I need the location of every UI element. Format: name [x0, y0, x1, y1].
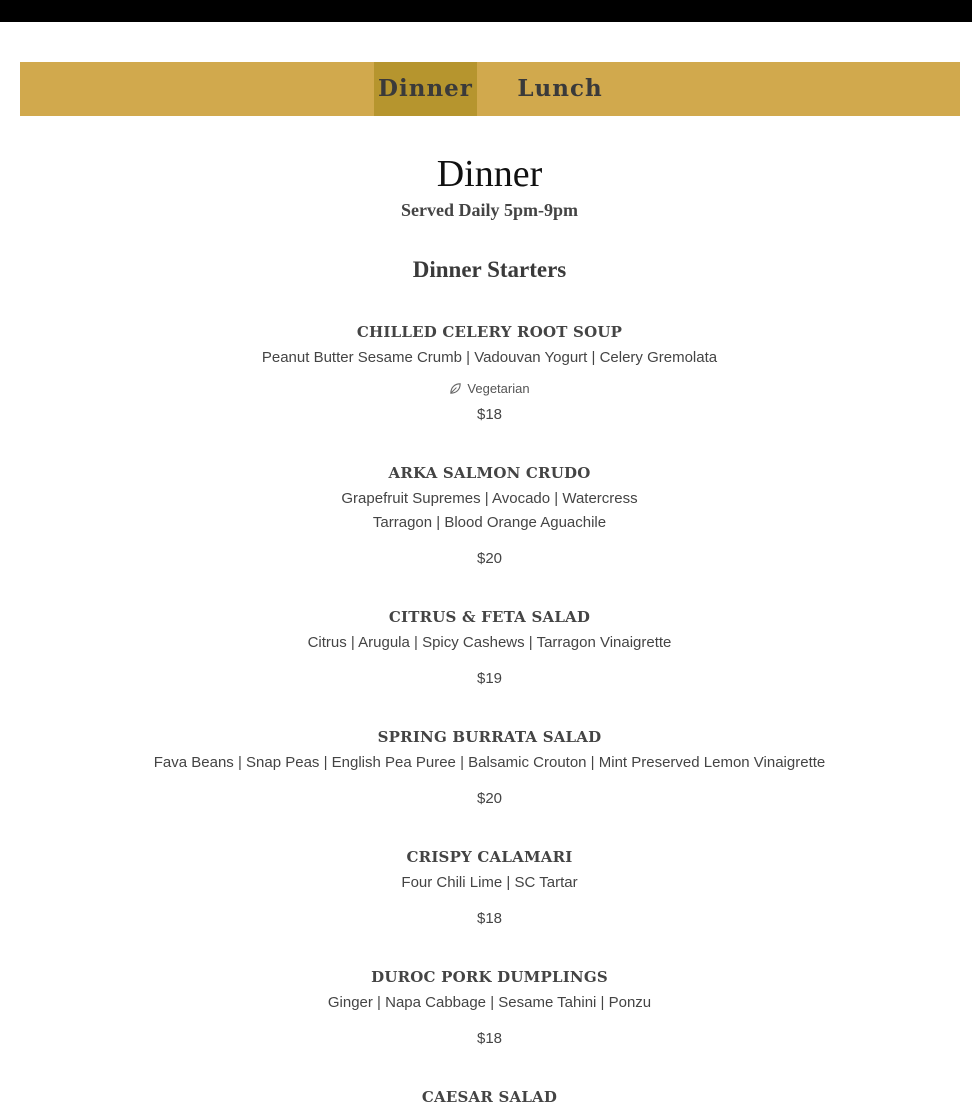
menu-item-description: Tarragon | Blood Orange Aguachile [372, 514, 607, 531]
menu-item-description: Citrus | Arugula | Spicy Cashews | Tarragon Vinaigrette [307, 634, 672, 651]
tab-dinner[interactable]: Dinner [374, 62, 477, 116]
menu-item-description: Grapefruit Supremes | Avocado | Watercress [341, 490, 638, 507]
menu-item-description: Four Chili Lime | SC Tartar [401, 874, 578, 891]
menu-item-name: SPRING BURRATA SALAD [377, 728, 602, 746]
menu-item-name: CHILLED CELERY ROOT SOUP [356, 323, 623, 341]
top-bar [0, 0, 972, 22]
menu-item-price: $18 [476, 910, 503, 927]
menu-tab-bar [20, 62, 960, 116]
vegetarian-tag [0, 381, 972, 396]
menu-item-price: $20 [476, 790, 503, 807]
menu-item-price: $19 [476, 670, 503, 687]
menu-item-name: ARKA SALMON CRUDO [388, 464, 591, 482]
menu-item-description: Peanut Butter Sesame Crumb | Vadouvan Yogurt | Celery Gremolata [261, 349, 718, 366]
menu-title: Dinner [436, 153, 543, 195]
leaf-icon [449, 382, 462, 395]
section-title: Dinner Starters [412, 257, 567, 282]
menu-item-name: CITRUS & FETA SALAD [388, 608, 591, 626]
menu-item-price: $18 [476, 1030, 503, 1047]
menu-item-name: CAESAR SALAD [421, 1088, 558, 1106]
menu-item-description: Ginger | Napa Cabbage | Sesame Tahini | Ponzu [327, 994, 652, 1011]
menu-item-name: DUROC PORK DUMPLINGS [371, 968, 608, 986]
menu-item-price: $20 [476, 550, 503, 567]
menu-item-name: CRISPY CALAMARI [406, 848, 573, 866]
served-hours: Served Daily 5pm-9pm [401, 200, 578, 220]
tab-lunch[interactable]: Lunch [517, 75, 603, 102]
menu-item-description: Fava Beans | Snap Peas | English Pea Puree | Balsamic Crouton | Mint Preserved Lemon Vinaigrette [153, 754, 826, 771]
vegetarian-label: Vegetarian [467, 381, 530, 396]
menu-item-price: $18 [476, 406, 503, 423]
